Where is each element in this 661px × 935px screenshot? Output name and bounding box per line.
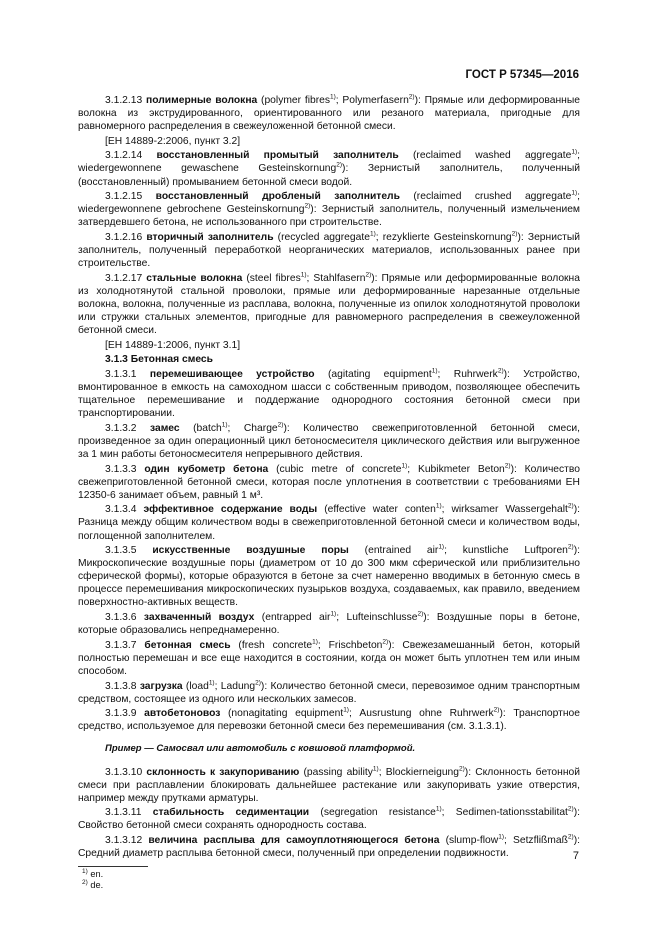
definition-paragraph (78, 149, 580, 188)
clause-number: 3.1.3.1 (105, 368, 137, 380)
definition-text: ): Зернистый заполнитель, полученный (восстановленный) промыванием бетонной смеси водой. (78, 163, 580, 188)
footnote (78, 869, 580, 880)
footnote-ref: 1) (435, 805, 442, 813)
clause-number: 3.1.3.12 (105, 834, 143, 846)
footnote-ref: 1) (438, 543, 445, 551)
definition-paragraph (78, 231, 580, 270)
term-en: (polymer fibres (257, 95, 331, 106)
footnote-ref: 1) (300, 271, 307, 279)
term-de: ; wirksamer Wassergehalt (441, 504, 568, 516)
term-en: (entrapped air (254, 612, 331, 624)
footnote-ref: 2) (336, 162, 343, 170)
term-de: ; wiedergewonnene gebrochene Gesteinskornung (78, 191, 580, 216)
term: восстановленный промытый заполнитель (156, 150, 399, 162)
footnote-separator (78, 866, 148, 867)
definition-paragraph (78, 422, 580, 461)
term-en: (reclaimed crushed aggregate (399, 191, 572, 203)
term-en: (segregation resistance (309, 807, 436, 819)
term: автобетоновоз (144, 708, 221, 720)
clause-number: 3.1.3.6 (105, 612, 137, 624)
term-de: ; Charge (227, 422, 278, 434)
reference-note (78, 135, 580, 148)
term: захваченный воздух (143, 612, 255, 624)
term-en: (recycled aggregate (273, 231, 370, 243)
definition-paragraph (78, 680, 580, 706)
clause-number: 3.1.3.4 (105, 504, 137, 516)
term: стальные волокна (146, 272, 243, 284)
clause-number: 3.1.2.13 (105, 95, 143, 106)
footnote (78, 880, 580, 891)
footnote-ref: 1) (208, 679, 215, 687)
footnote-ref: 1) (369, 230, 376, 238)
definition-paragraph (78, 766, 580, 805)
definition-text: ): Свежезамешанный бетон, который полностью перемешан и все еще находится в состоянии, когда он может быть уплотнен тем или иным способом. (78, 639, 580, 677)
clause-number: 3.1.2.14 (105, 150, 143, 162)
footnote-ref: 2) (567, 833, 574, 841)
term-de: ; Ruhrwerk (437, 368, 498, 380)
term-de: ; Ladung (214, 680, 256, 692)
term-en: (fresh concrete (230, 639, 313, 651)
footnote-ref: 2) (255, 679, 261, 687)
definition-text: ): Прямые или деформированные волокна из холоднотянутой стальной проволоки, прямые или деформированные нарезанные отдельные волокна, волокна, полученные из расплава, волокна, полученные из опилок холоднотянутой проволоки или стружки стальных элементов, пригодные для равномерного распределения в свежеуложенной бетонной смеси. (78, 272, 580, 337)
term: вторичный заполнитель (146, 231, 274, 243)
definition-text: ): Количество бетонной смеси, перевозимое одним транспортным средством, состоящее из одного или нескольких замесов. (78, 680, 580, 705)
footnote-text: de. (90, 880, 104, 891)
definition-text: ): Количество свежеприготовленной бетонной смеси, произведенное за один операционный цикл бетоносмесителя циклического действия или выгруженное за 1 мин работы бетоносмесителя непрерывного действия. (78, 422, 580, 460)
footnote-ref: 2) (365, 271, 372, 279)
term-de: ; kunstliche Luftporen (444, 545, 568, 557)
definition-text: ): Склонность бетонной смеси при расплавлении блокировать дальнейшее растекание или закупоривать узкие отверстия, например между прутками арматуры. (78, 766, 581, 804)
footnote-text: en. (90, 869, 104, 880)
term-de: ; rezyklierte Gesteinskornung (375, 231, 512, 243)
term-en: (agitating equipment (314, 368, 432, 380)
section-heading (78, 353, 580, 366)
term: бетонная смесь (144, 639, 231, 651)
footnote-ref: 1) (431, 367, 438, 375)
clause-number: 3.1.3.10 (105, 766, 143, 778)
term: загрузка (139, 680, 183, 692)
term-de: ; Blockierneigung (378, 766, 459, 778)
document-body (78, 94, 580, 891)
reference-note (78, 339, 580, 352)
term-en: (cubic metre of concrete (268, 463, 402, 475)
footnote-ref: 1) (330, 93, 336, 101)
clause-number: 3.1.3.2 (105, 422, 137, 434)
footnote-ref: 2) (497, 367, 504, 375)
definition-paragraph (78, 639, 580, 678)
definition-paragraph (78, 834, 580, 860)
definition-text: ): Воздушные поры в бетоне, которые образовались непреднамеренно. (78, 612, 581, 637)
clause-number: 3.1.3.7 (105, 639, 137, 651)
term-de: ; Polymerfasern (335, 95, 409, 106)
term-en: (effective water conten (317, 504, 436, 516)
clause-number: 3.1.2.15 (105, 191, 143, 203)
footnote-ref: 1) (330, 610, 337, 618)
clause-number: 3.1.3.8 (105, 680, 137, 692)
clause-number: 3.1.2.17 (105, 272, 143, 284)
definition-text: ): Средний диаметр расплыва бетонной смеси, полученный при определении подвижности. (78, 834, 580, 860)
definition-paragraph (78, 94, 580, 133)
footnote-mark: 1) (82, 868, 88, 876)
term-en: (entrained air (348, 545, 439, 557)
definition-paragraph (78, 806, 580, 832)
footnote-ref: 1) (498, 833, 504, 841)
term-en: (nonagitating equipment (220, 708, 344, 720)
term: склонность к закупориванию (146, 766, 300, 778)
clause-number: 3.1.3.5 (105, 545, 137, 557)
term-en: (reclaimed washed aggregate (398, 150, 572, 162)
reference-text: [ЕН 14889-2:2006, пункт 3.2] (105, 135, 241, 147)
definition-paragraph (78, 611, 580, 637)
page-number: 7 (572, 850, 579, 862)
term: стабильность седиментации (152, 807, 310, 819)
definition-text: ): Разница между общим количеством воды в свежеприготовленной бетонной смеси и количеством воды, поглощенной заполнителем. (78, 504, 580, 542)
footnote-ref: 1) (571, 148, 578, 156)
term-en: (steel fibres (242, 272, 301, 284)
footnote-ref: 1) (571, 189, 578, 197)
footnote-ref: 2) (567, 502, 574, 510)
footnote-ref: 2) (504, 462, 511, 470)
definition-paragraph (78, 707, 580, 733)
footnote-ref: 2) (408, 93, 415, 101)
definition-paragraph (78, 463, 580, 502)
definition-paragraph (78, 190, 580, 229)
term-de: ; Frischbeton (317, 639, 383, 651)
standard-designation: ГОСТ Р 57345—2016 (465, 69, 579, 81)
term-de: ; Ausrustung ohne Ruhrwerk (348, 708, 494, 720)
term-de: ; wiedergewonnene gewaschene Gesteinskornung (78, 150, 580, 175)
footnote-ref: 1) (312, 638, 318, 646)
term-de: ; Lufteinschlusse (336, 612, 418, 624)
footnote-ref: 2) (382, 638, 389, 646)
term-en: (load (182, 680, 209, 692)
term: эффективное содержание воды (143, 504, 318, 516)
footnote-ref: 1) (435, 502, 442, 510)
term-en: (passing ability (299, 766, 373, 778)
term: один кубометр бетона (144, 463, 269, 475)
term: полимерные волокна (145, 95, 258, 106)
term: искусственные воздушные поры (152, 545, 349, 557)
footnote-ref: 2) (277, 421, 284, 429)
footnote-ref: 2) (567, 543, 574, 551)
term-en: (slump-flow (439, 834, 499, 846)
definition-paragraph (78, 544, 580, 609)
clause-number: 3.1.3.9 (105, 708, 137, 720)
example-note: Пример — Самосвал или автомобиль с ковшовой платформой. (105, 743, 416, 755)
definition-paragraph (78, 503, 580, 542)
definition-text: ): Количество свежеприготовленной бетонной смеси, которая после уплотнения в соответствии с требованиями ЕН 12350-6 занимает объем, равный 1 м³. (78, 463, 580, 501)
footnote-ref: 2) (417, 610, 424, 618)
reference-text: [ЕН 14889-1:2006, пункт 3.1] (105, 339, 241, 351)
term: величина расплыва для самоуплотняющегося бетона (148, 834, 440, 846)
footnote-mark: 2) (82, 879, 88, 887)
term-de: ; Sedimen-tationsstabilitat (441, 807, 568, 819)
clause-number: 3.1.3.11 (105, 807, 142, 819)
definition-text: ): Зернистый заполнитель, полученный измельчением затвердевшего бетона, не использованного при строительстве. (78, 204, 580, 229)
definition-paragraph (78, 368, 580, 420)
definition-text: ): Свойство бетонной смеси сохранять однородность состава. (78, 807, 580, 832)
definition-text: ): Зернистый заполнитель, полученный переработкой неорганических материалов, использованных ранее при строительстве. (78, 231, 580, 270)
footnote-ref: 2) (304, 202, 311, 210)
footnote-ref: 2) (493, 706, 500, 714)
definition-text: ): Микроскопические воздушные поры (диаметром от 10 до 300 мкм сферической или приблизительно сферической формы), которые образуются в бетоне за счет намеренно вводимых в бетонную смесь в процессе перемешивания микроскопических пузырьков воздуха, создаваемых, как правило, введением поверхностно-активных веществ. (78, 545, 580, 609)
footnote-ref: 1) (221, 421, 228, 429)
term: перемешивающее устройство (149, 368, 315, 380)
term: восстановленный дробленый заполнитель (155, 191, 400, 203)
footnote-ref: 2) (511, 230, 518, 238)
footnote-ref: 2) (567, 805, 574, 813)
section-heading-text: 3.1.3 Бетонная смесь (105, 354, 213, 366)
definition-text: ): Прямые или деформированные волокна из экструдированного, ориентированного или резаного материала, пригодные для равномерного распределения в свежеуложенной бетонной смеси. (78, 95, 580, 133)
clause-number: 3.1.3.3 (105, 463, 137, 475)
footnote-ref: 1) (401, 462, 408, 470)
term-en: (batch (179, 422, 222, 434)
footnote-ref: 1) (372, 765, 379, 773)
term: замес (149, 422, 180, 434)
term-de: ; Setzflißmaß (503, 834, 568, 846)
term-de: ; Stahlfasern (306, 272, 366, 284)
clause-number: 3.1.2.16 (105, 231, 143, 243)
footnote-ref: 2) (459, 765, 465, 773)
definition-paragraph (78, 272, 580, 337)
term-de: ; Kubikmeter Beton (407, 463, 505, 475)
definition-text: ): Устройство, вмонтированное в емкость на самоходном шасси с собственным приводом, позволяющее обеспечить тщательное перемешивание и поддержание однородного состояния бетонной смеси при транспортировании. (78, 368, 581, 420)
footnote-ref: 1) (343, 706, 349, 714)
definition-text: ): Транспортное средство, используемое для перевозки бетонной смеси без перемешивания (см. 3.1.3.1). (78, 708, 580, 733)
